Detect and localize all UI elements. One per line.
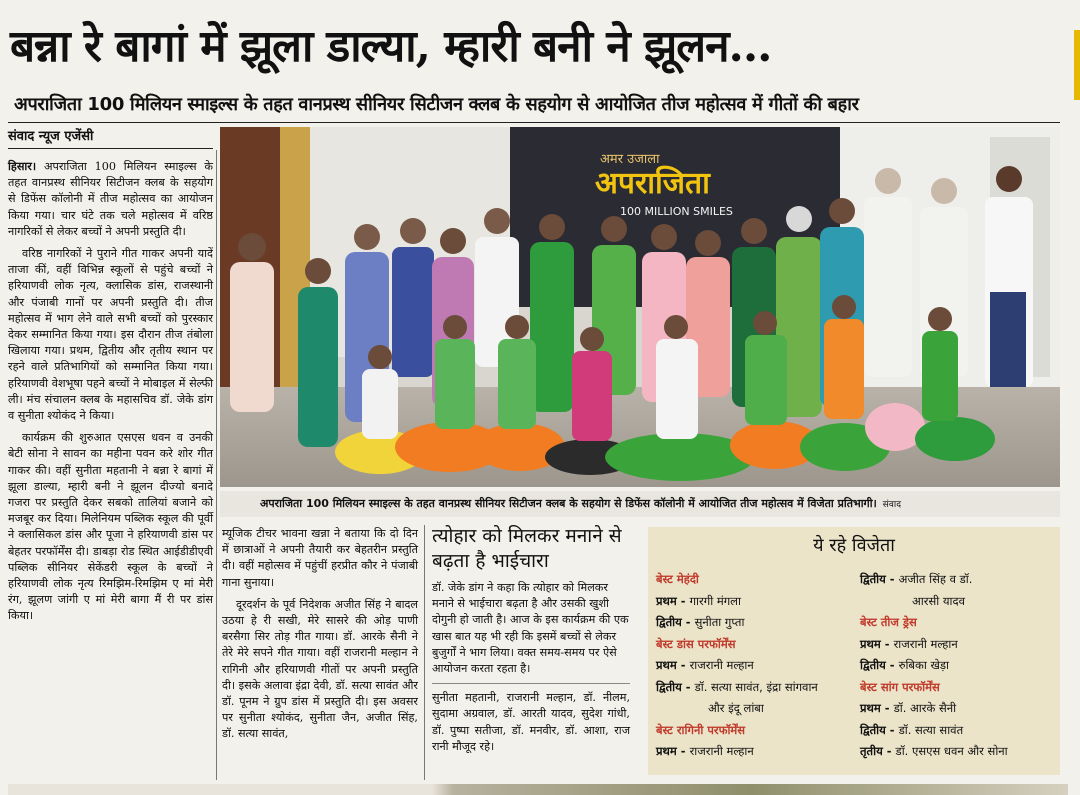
winner-category: बेस्ट मेहंदी xyxy=(656,572,699,586)
banner-brand: अमर उजाला xyxy=(600,152,660,167)
winner-name: रुबिका खेड़ा xyxy=(898,658,950,672)
winner-row xyxy=(656,741,856,763)
winner-name-continued: और इंदू लांबा xyxy=(708,701,764,715)
column-divider xyxy=(216,150,217,780)
paragraph: म्यूजिक टीचर भावना खन्ना ने बताया कि दो दिन में छात्राओं ने अपनी तैयारी कर बेहतरीन प्रस्तुति दी। वहीं महोत्सव में पहुंचीं हरप्रीत कौर ने पंजाबी गाना सुनाया। xyxy=(222,527,418,589)
winner-name: डॉ. आरके सैनी xyxy=(893,701,957,715)
winner-position: प्रथम - xyxy=(860,636,894,651)
winner-position: प्रथम - xyxy=(656,593,690,608)
divider xyxy=(8,122,1060,123)
winner-row xyxy=(656,677,856,699)
right-edge-accent xyxy=(1074,30,1080,100)
winners-left-list xyxy=(656,569,856,763)
paragraph: वरिष्ठ नागरिकों ने पुराने गीत गाकर अपनी यादें ताजा कीं, वहीं विभिन्न स्कूलों से पहुंचे बच्चों ने हरियाणवी लोक नृत्य, क्लासिक डांस, राजस्थानी और पंजाबी गानों पर अपनी प्रस्तुति दी। तीज महोत्सव में भाग लेने वाले सभी बच्चों को पुरस्कार देकर सम्मानित किया गया। इस दौरान तीज तंबोला खिलाया गया। प्रथम, द्वितीय और तृतीय स्थान पर रहने वाले प्रतिभागियों को सम्मानित किया गया। हरियाणवी वेशभूषा पहने बच्चों ने मोबाइल में सेल्फी ली। मंच संचालन क्लब के महासचिव डॉ. जेके डांग व सुनीता श्योकंद ने किया। xyxy=(8,247,213,423)
winner-row xyxy=(860,720,1056,742)
paragraph: अपराजिता 100 मिलियन स्माइल्स के तहत वानप्रस्थ सीनियर सिटीजन क्लब के सहयोग से डिफेंस कॉलोनी में तीज महोत्सव का आयोजन किया गया। चार घंटे तक चले महोत्सव में वरिष्ठ नागरिकों से लेकर बच्चों ने अपनी प्रस्तुति दी। xyxy=(8,160,213,238)
byline-rule xyxy=(8,148,213,149)
paragraph: डॉ. जेके डांग ने कहा कि त्योहार को मिलकर मनाने से भाईचारा बढ़ता है और उसकी खुशी दोगुनी हो जाती है। आज के इस कार्यक्रम की एक खास बात यह भी रही कि इसमें बच्चों से लेकर बुजुर्गों ने भाग लिया। वक्त समय-समय पर ऐसे आयोजन करता रहता है। xyxy=(432,581,629,676)
photo-credit: संवाद xyxy=(882,500,901,510)
photo-illustration xyxy=(220,127,1060,487)
subsection-heading: त्योहार को मिलकर मनाने से बढ़ता है भाईचारा xyxy=(432,525,622,572)
winner-name: राजरानी मल्हान xyxy=(689,658,754,672)
paragraph: दूरदर्शन के पूर्व निदेशक अजीत सिंह ने बादल उठया हे री सखी, मेरे सासरे की ओड़ पाणी बरसैगा सिर तोड़ गीत गाया। डॉ. आरके सैनी ने तेरे मेरे सपने गीत गाया। वहीं राजरानी मल्हान ने रागिनी और हरियाणवी गीतों पर अपनी प्रस्तुति दी। इसके अलावा इंद्रा देवी, डॉ. सत्या सावंत और डॉ. पूनम ने ग्रुप डांस में प्रस्तुति दी। इस अवसर पर सुनीता श्योकंद, सुनीता जैन, अजीत सिंह, डॉ. सत्या सावंत, xyxy=(222,597,418,741)
winner-category: बेस्ट डांस परफॉर्मेंस xyxy=(656,636,736,651)
winner-position: प्रथम - xyxy=(860,701,894,715)
subheadline: अपराजिता 100 मिलियन स्माइल्स के तहत वानप्रस्थ सीनियर सिटीजन क्लब के सहयोग से आयोजित तीज महोत्सव में गीतों की बहार xyxy=(14,94,859,115)
paragraph: कार्यक्रम की शुरुआत एसएस धवन व उनकी बेटी सोना ने सावन का महीना पवन करे शोर गीत गाकर की। वहीं सुनीता महतानी ने बन्ना रे बागां में झूला डाल्या, म्हारी बनी ने झूलन दीज्यो बनादे गजरा पर प्रस्तुति देकर सबको तालियां बजाने को मजबूर कर दिया। मिलेनियम पब्लिक स्कूल की पूर्वी ने क्लासिकल डांस और पूजा ने हरियाणवी डांस पर बेहतर परफॉर्मेंस दी। डाबड़ा रोड स्थित आईडीडीएवी पब्लिक सीनियर सेकेंडरी स्कूल के बच्चों ने हरियाणवी लोक नृत्य रिमझिम-रिमझिम ए मां मेरी रंग, झूलण जांगी ए मां मेरी बागा मैं री पर डांस किया। xyxy=(8,431,213,623)
article-column-2 xyxy=(222,526,418,749)
banner-title: अपराजिता xyxy=(595,166,710,201)
winner-name: राजरानी मल्हान xyxy=(689,744,754,758)
winners-box xyxy=(648,527,1060,775)
headline: बन्ना रे बागां में झूला डाल्या, म्हारी बनी ने झूलन... xyxy=(10,21,772,72)
winner-position: प्रथम - xyxy=(656,658,690,672)
caption-text: अपराजिता 100 मिलियन स्माइल्स के तहत वानप्रस्थ सीनियर सिटीजन क्लब के सहयोग से डिफेंस कॉलोनी में आयोजित तीज महोत्सव में विजेता प्रतिभागी। xyxy=(260,497,877,510)
column-divider xyxy=(424,525,425,780)
winners-right-list xyxy=(860,569,1056,763)
dateline: हिसार। xyxy=(8,159,37,173)
winner-name: डॉ. एसएस धवन और सोना xyxy=(895,744,1008,758)
bottom-strip xyxy=(8,784,1068,795)
winner-name: अजीत सिंह व डॉ. xyxy=(898,572,973,586)
winner-row xyxy=(656,591,856,613)
winner-category: बेस्ट तीज ड्रेस xyxy=(860,615,917,629)
article-column-3 xyxy=(432,524,630,761)
winner-position: द्वितीय - xyxy=(860,658,899,672)
winner-row xyxy=(860,569,1056,591)
winner-position: तृतीय - xyxy=(860,744,896,758)
winner-name: डॉ. सत्या सावंत xyxy=(898,722,964,737)
winner-name: डॉ. सत्या सावंत, इंद्रा सांगवान xyxy=(694,679,818,694)
paragraph: सुनीता महतानी, राजरानी मल्हान, डॉ. नीलम, सुदामा अग्रवाल, डॉ. आरती यादव, सुदेश गांधी, डॉ. पुष्पा सतीजा, डॉ. मनवीर, डॉ. आशा, राज रानी मौजूद रहे। xyxy=(432,691,630,753)
article-column-1 xyxy=(8,158,213,631)
photo-caption xyxy=(220,491,1060,517)
winner-position: द्वितीय - xyxy=(860,572,899,586)
winner-row xyxy=(656,612,856,634)
winner-position: द्वितीय - xyxy=(656,679,695,694)
winner-name: सुनीता गुप्ता xyxy=(694,615,745,629)
winner-position: द्वितीय - xyxy=(656,615,695,629)
winners-title: ये रहे विजेता xyxy=(813,535,895,556)
winner-position: द्वितीय - xyxy=(860,722,899,737)
winner-category: बेस्ट रागिनी परफॉर्मेंस xyxy=(656,722,746,737)
group-photo xyxy=(220,127,1060,487)
byline: संवाद न्यूज एजेंसी xyxy=(8,129,94,144)
winner-row xyxy=(860,655,1056,677)
banner-tagline: 100 MILLION SMILES xyxy=(620,205,733,218)
winner-name: गारगी मंगला xyxy=(689,593,741,608)
winner-row xyxy=(860,698,1056,720)
winner-position: प्रथम - xyxy=(656,744,690,758)
winner-row xyxy=(860,634,1056,656)
winner-category: बेस्ट सांग परफॉर्मेंस xyxy=(860,679,940,694)
winner-name: राजरानी मल्हान xyxy=(893,636,958,651)
winner-row xyxy=(860,741,1056,763)
winner-row xyxy=(656,655,856,677)
winner-name-continued: आरसी यादव xyxy=(912,593,966,608)
